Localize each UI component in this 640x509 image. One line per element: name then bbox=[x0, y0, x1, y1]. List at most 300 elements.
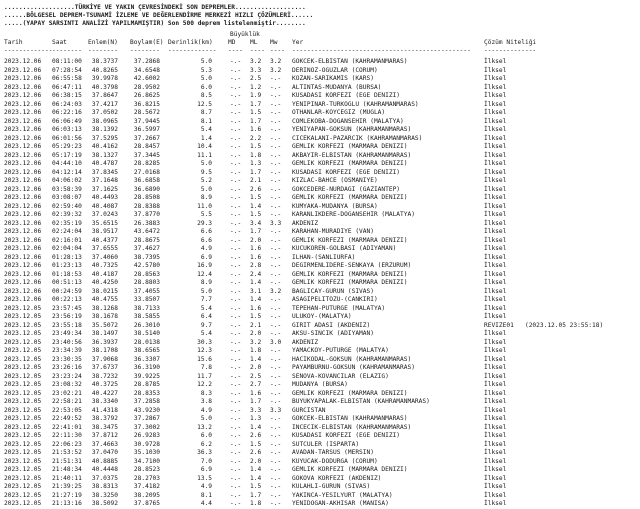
header-line-2: ......BÖLGESEL DEPREM-TSUNAMİ İZLEME VE DEĞERLENDİRME MERKEZİ HIZLI ÇÖZÜMLERİ...... bbox=[4, 12, 314, 19]
longitude-cell: 34.6548 bbox=[133, 66, 160, 74]
mw-cell: -.- bbox=[270, 389, 282, 397]
md-cell: -.- bbox=[230, 228, 242, 235]
ml-cell: 1.6 bbox=[250, 253, 262, 261]
longitude-cell: 42.6002 bbox=[133, 75, 160, 82]
time-cell: 23:23:24 bbox=[52, 372, 82, 380]
mw-cell: -.- bbox=[270, 483, 282, 490]
ml-cell: 2.0 bbox=[250, 457, 262, 465]
sep-md: ---- bbox=[228, 47, 243, 54]
table-row bbox=[4, 84, 636, 92]
mw-cell: -.- bbox=[270, 466, 282, 473]
table-row bbox=[4, 186, 636, 194]
mw-cell: -.- bbox=[270, 347, 282, 354]
md-cell: -.- bbox=[230, 457, 242, 465]
time-cell: 06:03:13 bbox=[52, 126, 82, 133]
location-cell: KUSADASI KORFEZI (EGE DENIZI) bbox=[292, 92, 401, 99]
ml-cell: 1.6 bbox=[250, 245, 262, 252]
latitude-cell: 38.3475 bbox=[91, 423, 118, 431]
date-cell: 2023.12.05 bbox=[4, 415, 42, 422]
table-row bbox=[4, 92, 636, 100]
depth-cell: 8.9 bbox=[200, 194, 212, 201]
time-cell: 01:23:13 bbox=[52, 262, 82, 269]
md-cell: -.- bbox=[230, 279, 242, 286]
md-cell: -.- bbox=[230, 474, 242, 482]
latitude-cell: 37.5295 bbox=[91, 134, 118, 142]
latitude-cell: 38.1268 bbox=[91, 304, 118, 312]
md-cell: -.- bbox=[230, 449, 242, 456]
mw-cell: -.- bbox=[270, 211, 282, 218]
table-row bbox=[4, 58, 636, 66]
location-cell: INCECIK-ELBISTAN (KAHRAMANMARAS) bbox=[292, 423, 412, 431]
ml-cell: 1.6 bbox=[250, 126, 262, 133]
mw-cell: -.- bbox=[270, 432, 282, 439]
ml-cell: 1.3 bbox=[250, 160, 262, 167]
mw-cell: -.- bbox=[270, 330, 282, 337]
solution-cell: İlksel bbox=[484, 109, 507, 116]
mw-cell: -.- bbox=[270, 100, 282, 108]
date-cell: 2023.12.05 bbox=[4, 457, 42, 465]
table-row bbox=[4, 118, 636, 126]
solution-cell: İlksel bbox=[484, 143, 507, 150]
mw-cell: -.- bbox=[270, 304, 282, 312]
time-cell: 08:11:00 bbox=[52, 58, 82, 65]
latitude-cell: 38.0965 bbox=[91, 117, 118, 125]
latitude-cell: 40.4377 bbox=[91, 236, 118, 244]
date-cell: 2023.12.05 bbox=[4, 491, 42, 499]
ml-cell: 3.1 bbox=[250, 287, 262, 295]
solution-cell: İlksel bbox=[484, 406, 507, 414]
longitude-cell: 38.2095 bbox=[133, 491, 160, 499]
table-row bbox=[4, 432, 636, 440]
ml-cell: 1.2 bbox=[250, 83, 262, 91]
date-cell: 2023.12.06 bbox=[4, 253, 42, 261]
date-cell: 2023.12.06 bbox=[4, 287, 42, 295]
table-row bbox=[4, 364, 636, 372]
md-cell: -.- bbox=[230, 491, 242, 499]
md-cell: -.- bbox=[230, 109, 242, 116]
ml-cell: 1.4 bbox=[250, 466, 262, 473]
location-cell: KUSADASI KORFEZI (EGE DENIZI) bbox=[292, 432, 401, 439]
latitude-cell: 37.9068 bbox=[91, 355, 118, 363]
location-cell: YENIDOGAN-AKHISAR (MANISA) bbox=[292, 500, 389, 507]
latitude-cell: 37.8345 bbox=[91, 168, 118, 176]
depth-cell: 12.3 bbox=[197, 347, 212, 354]
location-cell: GEMLIK KORFEZI (MARMARA DENIZI) bbox=[292, 466, 408, 473]
table-row bbox=[4, 466, 636, 474]
col-yer: Yer bbox=[292, 39, 304, 46]
solution-cell: İlksel bbox=[484, 270, 507, 278]
date-cell: 2023.12.06 bbox=[4, 219, 42, 227]
col-boylam: Boylam(E) bbox=[130, 39, 164, 46]
time-cell: 21:48:34 bbox=[52, 466, 82, 473]
longitude-cell: 28.8523 bbox=[133, 466, 160, 473]
table-row bbox=[4, 211, 636, 219]
latitude-cell: 40.7325 bbox=[91, 262, 118, 269]
date-cell: 2023.12.06 bbox=[4, 126, 42, 133]
time-cell: 23:02:21 bbox=[52, 389, 82, 397]
solution-cell: REVIZE01 (2023.12.05 23:55:18) bbox=[484, 321, 604, 329]
ml-cell: 1.8 bbox=[250, 151, 262, 159]
date-cell: 2023.12.06 bbox=[4, 228, 42, 235]
depth-cell: 5.0 bbox=[200, 287, 212, 295]
latitude-cell: 38.3737 bbox=[91, 58, 118, 65]
depth-cell: 11.1 bbox=[197, 151, 212, 159]
mw-cell: -.- bbox=[270, 177, 282, 184]
time-cell: 06:06:49 bbox=[52, 117, 82, 125]
longitude-cell: 28.8285 bbox=[133, 160, 160, 167]
date-cell: 2023.12.05 bbox=[4, 355, 42, 363]
solution-cell: İlksel bbox=[484, 236, 507, 244]
longitude-cell: 43.6472 bbox=[133, 228, 160, 235]
time-cell: 04:12:14 bbox=[52, 168, 82, 176]
location-cell: MUDANYA (BURSA) bbox=[292, 381, 348, 388]
latitude-cell: 38.7232 bbox=[91, 372, 118, 380]
depth-cell: 6.9 bbox=[200, 253, 212, 261]
mw-cell: -.- bbox=[270, 500, 282, 507]
md-cell: -.- bbox=[230, 117, 242, 125]
longitude-cell: 36.5997 bbox=[133, 126, 160, 133]
depth-cell: 4.9 bbox=[200, 483, 212, 490]
location-cell: KUSADASI KORFEZI (EGE DENIZI) bbox=[292, 168, 401, 176]
depth-cell: 7.0 bbox=[200, 457, 212, 465]
date-cell: 2023.12.06 bbox=[4, 262, 42, 269]
solution-cell: İlksel bbox=[484, 92, 507, 99]
depth-cell: 11.0 bbox=[197, 202, 212, 210]
mw-cell: -.- bbox=[270, 457, 282, 465]
time-cell: 23:08:32 bbox=[52, 381, 82, 388]
location-cell: ULUKOY-(MALATYA) bbox=[292, 313, 352, 320]
location-cell: BUYUKYAPALAK-ELBISTAN (KAHRAMANMARAS) bbox=[292, 398, 430, 405]
md-cell: -.- bbox=[230, 389, 242, 397]
table-row bbox=[4, 339, 636, 347]
md-cell: -.- bbox=[230, 143, 242, 150]
latitude-cell: 41.4318 bbox=[91, 406, 118, 414]
latitude-cell: 37.0470 bbox=[91, 449, 118, 456]
date-cell: 2023.12.05 bbox=[4, 381, 42, 388]
solution-cell: İlksel bbox=[484, 338, 507, 346]
longitude-cell: 34.7100 bbox=[133, 457, 160, 465]
time-cell: 23:34:39 bbox=[52, 347, 82, 354]
table-row bbox=[4, 194, 636, 202]
mw-cell: -.- bbox=[270, 423, 282, 431]
longitude-cell: 37.2868 bbox=[133, 58, 160, 65]
date-cell: 2023.12.06 bbox=[4, 211, 42, 218]
time-cell: 05:17:19 bbox=[52, 151, 82, 159]
location-cell: KULAHLI-GURUN (SIVAS) bbox=[292, 483, 371, 490]
ml-cell: 2.6 bbox=[250, 449, 262, 456]
mw-cell: -.- bbox=[270, 253, 282, 261]
time-cell: 02:39:32 bbox=[52, 211, 82, 218]
time-cell: 21:53:52 bbox=[52, 449, 82, 456]
depth-cell: 8.1 bbox=[200, 117, 212, 125]
location-cell: YAMACKOY-PUTURGE (MALATYA) bbox=[292, 347, 389, 354]
date-cell: 2023.12.05 bbox=[4, 440, 42, 448]
ml-cell: 1.7 bbox=[250, 168, 262, 176]
latitude-cell: 37.6737 bbox=[91, 364, 118, 371]
date-cell: 2023.12.06 bbox=[4, 279, 42, 286]
latitude-cell: 35.6515 bbox=[91, 219, 118, 227]
solution-cell: İlksel bbox=[484, 491, 507, 499]
ml-cell: 1.5 bbox=[250, 440, 262, 448]
mw-cell: -.- bbox=[270, 321, 282, 329]
table-row bbox=[4, 262, 636, 270]
longitude-cell: 28.8388 bbox=[133, 202, 160, 210]
depth-cell: 12.4 bbox=[197, 270, 212, 278]
md-cell: -.- bbox=[230, 381, 242, 388]
solution-cell: İlksel bbox=[484, 449, 507, 456]
table-row bbox=[4, 75, 636, 83]
location-cell: SUTCULER (ISPARTA) bbox=[292, 440, 360, 448]
location-cell: YAKINCA-YESILYURT (MALATYA) bbox=[292, 491, 393, 499]
location-cell: SENOVA-KOVANCILAR (ELAZIG) bbox=[292, 372, 389, 380]
md-cell: -.- bbox=[230, 483, 242, 490]
longitude-cell: 38.7133 bbox=[133, 304, 160, 312]
latitude-cell: 37.4060 bbox=[91, 253, 118, 261]
date-cell: 2023.12.05 bbox=[4, 389, 42, 397]
table-row bbox=[4, 109, 636, 117]
mw-cell: 3.3 bbox=[270, 219, 282, 227]
date-cell: 2023.12.06 bbox=[4, 177, 42, 184]
table-row bbox=[4, 407, 636, 415]
location-cell: GIRIT ADASI (AKDENIZ) bbox=[292, 321, 371, 329]
longitude-cell: 38.5855 bbox=[133, 313, 160, 320]
header-line-3: .....(YAPAY SARSINTI ANALİZİ YAPILMAMIŞTIR) Son 500 deprem listelenmiştir........ bbox=[4, 20, 306, 27]
table-row bbox=[4, 441, 636, 449]
table-row bbox=[4, 160, 636, 168]
mw-cell: -.- bbox=[270, 185, 282, 193]
solution-cell: İlksel bbox=[484, 389, 507, 397]
table-row bbox=[4, 415, 636, 423]
location-cell: GEMLIK KORFEZI (MARMARA DENIZI) bbox=[292, 194, 408, 201]
latitude-cell: 37.1625 bbox=[91, 185, 118, 193]
location-cell: KARAHAN-MURADIYE (VAN) bbox=[292, 228, 374, 235]
longitude-cell: 43.9230 bbox=[133, 406, 160, 414]
md-cell: -.- bbox=[230, 245, 242, 252]
ml-cell: 1.5 bbox=[250, 109, 262, 116]
date-cell: 2023.12.05 bbox=[4, 330, 42, 337]
mw-cell: -.- bbox=[270, 262, 282, 269]
depth-cell: 5.4 bbox=[200, 304, 212, 312]
longitude-cell: 37.4627 bbox=[133, 245, 160, 252]
depth-cell: 5.0 bbox=[200, 415, 212, 422]
col-mw: Mw bbox=[270, 39, 278, 46]
location-cell: YENIYAPAN-GOKSUN (KAHRAMANMARAS) bbox=[292, 126, 412, 133]
md-cell: -.- bbox=[230, 330, 242, 337]
location-cell: GEMLIK KORFEZI (MARMARA DENIZI) bbox=[292, 279, 408, 286]
mw-cell: -.- bbox=[270, 134, 282, 142]
time-cell: 06:01:56 bbox=[52, 134, 82, 142]
ml-cell: 1.6 bbox=[250, 304, 262, 312]
md-cell: -.- bbox=[230, 287, 242, 295]
md-cell: -.- bbox=[230, 253, 242, 261]
ml-cell: 1.9 bbox=[250, 92, 262, 99]
solution-cell: İlksel bbox=[484, 296, 507, 303]
depth-cell: 16.9 bbox=[197, 262, 212, 269]
date-cell: 2023.12.05 bbox=[4, 406, 42, 414]
date-cell: 2023.12.06 bbox=[4, 236, 42, 244]
md-cell: -.- bbox=[230, 338, 242, 346]
time-cell: 21:27:19 bbox=[52, 491, 82, 499]
time-cell: 22:58:21 bbox=[52, 398, 82, 405]
latitude-cell: 39.9978 bbox=[91, 75, 118, 82]
solution-cell: İlksel bbox=[484, 160, 507, 167]
ml-cell: 1.7 bbox=[250, 117, 262, 125]
solution-cell: İlksel bbox=[484, 185, 507, 193]
time-cell: 03:08:07 bbox=[52, 194, 82, 201]
ml-cell: 2.8 bbox=[250, 262, 262, 269]
mw-cell: 3.2 bbox=[270, 58, 282, 65]
longitude-cell: 37.3445 bbox=[133, 151, 160, 159]
location-cell: GEMLIK KORFEZI (MARMARA DENIZI) bbox=[292, 160, 408, 167]
time-cell: 06:47:11 bbox=[52, 83, 82, 91]
depth-cell: 9.7 bbox=[200, 321, 212, 329]
solution-cell: İlksel bbox=[484, 474, 507, 482]
depth-cell: 9.5 bbox=[200, 168, 212, 176]
depth-cell: 7.7 bbox=[200, 296, 212, 303]
latitude-cell: 37.8712 bbox=[91, 432, 118, 439]
solution-cell: İlksel bbox=[484, 245, 507, 252]
depth-cell: 5.4 bbox=[200, 330, 212, 337]
ml-cell: 2.1 bbox=[250, 177, 262, 184]
longitude-cell: 37.3002 bbox=[133, 423, 160, 431]
latitude-cell: 38.1678 bbox=[91, 313, 118, 320]
col-enlem: Enlem(N) bbox=[88, 39, 118, 46]
location-cell: BAGLICAY-GURUN (SIVAS) bbox=[292, 287, 374, 295]
date-cell: 2023.12.06 bbox=[4, 194, 42, 201]
solution-cell: İlksel bbox=[484, 330, 507, 337]
ml-cell: 1.7 bbox=[250, 100, 262, 108]
date-cell: 2023.12.05 bbox=[4, 449, 42, 456]
location-cell: OTHANLAR-KOYCEGIZ (MUGLA) bbox=[292, 109, 386, 116]
location-cell: ALTINTAS-MUDANYA (BURSA) bbox=[292, 83, 382, 91]
solution-cell: İlksel bbox=[484, 58, 507, 65]
time-cell: 07:28:54 bbox=[52, 66, 82, 74]
depth-cell: 5.0 bbox=[200, 75, 212, 82]
depth-cell: 6.6 bbox=[200, 236, 212, 244]
table-row bbox=[4, 203, 636, 211]
depth-cell: 5.4 bbox=[200, 126, 212, 133]
md-cell: -.- bbox=[230, 296, 242, 303]
depth-cell: 11.7 bbox=[197, 372, 212, 380]
location-cell: HACIKODAL-GOKSUN (KAHRAMANMARAS) bbox=[292, 355, 412, 363]
date-cell: 2023.12.06 bbox=[4, 185, 42, 193]
mw-cell: -.- bbox=[270, 126, 282, 133]
md-cell: -.- bbox=[230, 415, 242, 422]
latitude-cell: 38.3250 bbox=[91, 491, 118, 499]
longitude-cell: 28.8675 bbox=[133, 236, 160, 244]
date-cell: 2023.12.06 bbox=[4, 245, 42, 252]
location-cell: KUCUKOREN-GOLBASI (ADIYAMAN) bbox=[292, 245, 397, 252]
solution-cell: İlksel bbox=[484, 372, 507, 380]
solution-cell: İlksel bbox=[484, 466, 507, 473]
md-cell: -.- bbox=[230, 500, 242, 507]
ml-cell: 2.4 bbox=[250, 270, 262, 278]
table-row bbox=[4, 458, 636, 466]
latitude-cell: 38.3792 bbox=[91, 415, 118, 422]
table-row bbox=[4, 245, 636, 253]
location-cell: KOZAN-SARIKAMIS (KARS) bbox=[292, 75, 374, 82]
mw-cell: -.- bbox=[270, 355, 282, 363]
latitude-cell: 40.4227 bbox=[91, 389, 118, 397]
ml-cell: 1.8 bbox=[250, 347, 262, 354]
longitude-cell: 37.2858 bbox=[133, 398, 160, 405]
solution-cell: İlksel bbox=[484, 423, 507, 431]
time-cell: 04:06:02 bbox=[52, 177, 82, 184]
date-cell: 2023.12.06 bbox=[4, 296, 42, 303]
ml-cell: 2.7 bbox=[250, 381, 262, 388]
date-cell: 2023.12.06 bbox=[4, 270, 42, 278]
location-cell: PAYAMBURNU-GOKSUN (KAHRAMANMARAS) bbox=[292, 364, 415, 371]
col-saat: Saat bbox=[52, 39, 67, 46]
col-cozum: Çözüm Niteliği bbox=[484, 39, 537, 46]
date-cell: 2023.12.06 bbox=[4, 117, 42, 125]
time-cell: 04:44:10 bbox=[52, 160, 82, 167]
location-cell: DERINOZ-OGUZLAR (CORUM) bbox=[292, 66, 378, 74]
depth-cell: 6.2 bbox=[200, 440, 212, 448]
location-cell: AKDENIZ bbox=[292, 219, 319, 227]
md-cell: -.- bbox=[230, 423, 242, 431]
date-cell: 2023.12.05 bbox=[4, 500, 42, 507]
location-cell: GEMLIK KORFEZI (MARMARA DENIZI) bbox=[292, 270, 408, 278]
latitude-cell: 40.4250 bbox=[91, 279, 118, 286]
location-cell: KUYUCAK-DODURGA (CORUM) bbox=[292, 457, 378, 465]
location-cell: ASAGIPELITOZU-(CANKIRI) bbox=[292, 296, 378, 303]
latitude-cell: 35.5072 bbox=[91, 321, 118, 329]
mw-cell: -.- bbox=[270, 228, 282, 235]
longitude-cell: 28.0138 bbox=[133, 338, 160, 346]
date-cell: 2023.12.05 bbox=[4, 423, 42, 431]
depth-cell: 30.3 bbox=[197, 338, 212, 346]
time-cell: 23:49:34 bbox=[52, 330, 82, 337]
table-row bbox=[4, 483, 636, 491]
location-cell: KARANLIKDERE-DOGANSEHIR (MALATYA) bbox=[292, 211, 415, 218]
table-row bbox=[4, 356, 636, 364]
latitude-cell: 40.4787 bbox=[91, 160, 118, 167]
depth-cell: 6.0 bbox=[200, 432, 212, 439]
md-cell: -.- bbox=[230, 66, 242, 74]
md-cell: -.- bbox=[230, 262, 242, 269]
solution-cell: İlksel bbox=[484, 194, 507, 201]
mw-cell: -.- bbox=[270, 245, 282, 252]
longitude-cell: 28.8353 bbox=[133, 389, 160, 397]
longitude-cell: 37.2667 bbox=[133, 134, 160, 142]
ml-cell: 3.3 bbox=[250, 66, 262, 74]
depth-cell: 13.2 bbox=[197, 423, 212, 431]
md-cell: -.- bbox=[230, 177, 242, 184]
solution-cell: İlksel bbox=[484, 211, 507, 218]
md-cell: -.- bbox=[230, 313, 242, 320]
latitude-cell: 40.3725 bbox=[91, 381, 118, 388]
solution-cell: İlksel bbox=[484, 483, 507, 490]
depth-cell: 6.0 bbox=[200, 83, 212, 91]
solution-cell: İlksel bbox=[484, 228, 507, 235]
time-cell: 00:24:59 bbox=[52, 287, 82, 295]
table-row bbox=[4, 152, 636, 160]
latitude-cell: 38.3340 bbox=[91, 398, 118, 405]
longitude-cell: 30.9728 bbox=[133, 440, 160, 448]
time-cell: 06:24:03 bbox=[52, 100, 82, 108]
date-cell: 2023.12.06 bbox=[4, 151, 42, 159]
time-cell: 23:26:16 bbox=[52, 364, 82, 371]
ml-cell: 2.0 bbox=[250, 330, 262, 337]
solution-cell: İlksel bbox=[484, 134, 507, 142]
time-cell: 02:24:04 bbox=[52, 228, 82, 235]
latitude-cell: 40.4755 bbox=[91, 296, 118, 303]
solution-cell: İlksel bbox=[484, 381, 507, 388]
solution-cell: İlksel bbox=[484, 177, 507, 184]
time-cell: 00:22:13 bbox=[52, 296, 82, 303]
ml-cell: 2.5 bbox=[250, 75, 262, 82]
